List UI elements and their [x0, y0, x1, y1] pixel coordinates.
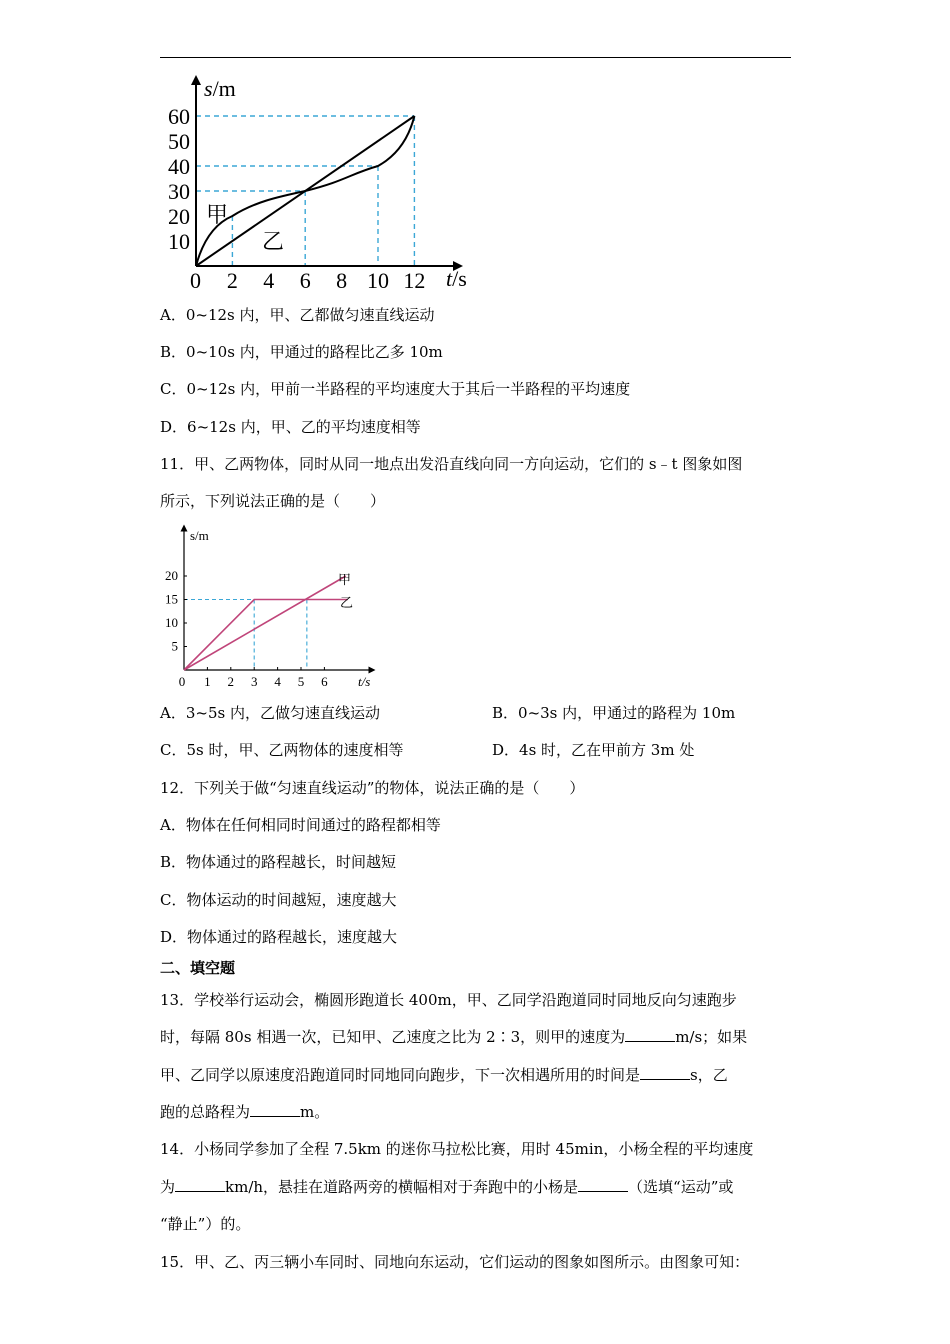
svg-text:t/s [446, 266, 467, 291]
chart-1-ytick-40: 40 [168, 154, 190, 179]
q13-line-2 [160, 1027, 747, 1047]
chart-2-legend-yi: 乙 [340, 595, 354, 610]
chart-2-xtick-0: 0 [178, 674, 186, 689]
section-2-heading: 二、填空题 [160, 959, 236, 977]
chart-1-ytick-50: 50 [168, 129, 190, 154]
svg-text:s/m [204, 76, 236, 101]
chart-1-legend-jia: 甲 [206, 202, 229, 227]
q13-line-3 [160, 1065, 728, 1085]
q13-line-2-text-a: 时，每隔 80s 相遇一次，已知甲、乙速度之比为 2∶3，则甲的速度为 [160, 1028, 626, 1046]
chart-1-series-yi-line [196, 116, 414, 266]
q12-stem: 12．下列关于做“匀速直线运动”的物体，说法正确的是（ ） [160, 779, 585, 797]
chart-2-series-jia-line [184, 576, 346, 670]
chart-1-ylabel-var: s [204, 76, 213, 101]
q13-line-4 [160, 1102, 329, 1122]
q11-stem-line-2: 所示，下列说法正确的是（ ） [160, 492, 386, 510]
chart-2-s-t-graph [160, 522, 390, 697]
chart-1-s-t-graph [160, 72, 480, 297]
chart-1-xtick-8: 8 [336, 268, 348, 293]
chart-1-xtick-4: 4 [263, 268, 275, 293]
q12-option-c[interactable]: C．物体运动的时间越短，速度越大 [160, 891, 397, 909]
q12-option-d[interactable]: D．物体通过的路程越长，速度越大 [160, 928, 398, 946]
q11-stem-line-1: 11．甲、乙两物体，同时从同一地点出发沿直线向同一方向运动，它们的 s﹣t 图象如图 [160, 455, 743, 473]
chart-2-xtick-1: 1 [204, 674, 211, 689]
q15-line-1: 15．甲、乙、丙三辆小车同时、同地向东运动，它们运动的图象如图所示。由图象可知： [160, 1253, 750, 1271]
chart-2-ytick-20: 20 [165, 568, 178, 583]
chart-1-xtick-2: 2 [226, 268, 238, 293]
chart-2-ytick-5: 5 [171, 638, 178, 654]
q10-option-c[interactable]: C．0~12s 内，甲前一半路程的平均速度大于其后一半路程的平均速度 [160, 380, 631, 398]
q10-option-d[interactable]: D．6~12s 内，甲、乙的平均速度相等 [160, 418, 421, 436]
q12-option-a[interactable]: A．物体在任何相同时间通过的路程都相等 [160, 816, 441, 834]
q11-option-c[interactable]: C．5s 时，甲、乙两物体的速度相等 [160, 741, 404, 759]
chart-2-legend-jia: 甲 [338, 572, 352, 587]
q13-line-3-text-a: 甲、乙同学以原速度沿跑道同时同地同向跑步，下一次相遇所用的时间是 [160, 1066, 641, 1084]
q14-blank-1[interactable] [175, 1177, 225, 1192]
chart-1-xtick-10: 10 [367, 268, 389, 293]
chart-2-xtick-6: 6 [321, 674, 328, 689]
q14-line-2-text-a: 为 [160, 1178, 176, 1196]
q13-line-3-text-b: s，乙 [690, 1066, 728, 1084]
q13-line-1: 13．学校举行运动会，椭圆形跑道长 400m，甲、乙同学沿跑道同时同地反向匀速跑步 [160, 991, 737, 1009]
chart-2-xtick-5: 5 [297, 674, 305, 689]
q10-option-a[interactable]: A．0~12s 内，甲、乙都做匀速直线运动 [160, 306, 435, 324]
q14-line-2-text-b: km/h，悬挂在道路两旁的横幅相对于奔跑中的小杨是 [225, 1178, 579, 1196]
q11-option-a[interactable]: A．3~5s 内，乙做匀速直线运动 [160, 704, 380, 722]
chart-2-xtick-2: 2 [227, 674, 235, 689]
q13-blank-2[interactable] [640, 1065, 690, 1080]
q14-line-3: “静止”）的。 [160, 1215, 251, 1233]
chart-1-xtick-6: 6 [299, 268, 311, 293]
chart-1-ytick-60: 60 [168, 104, 190, 129]
chart-2-ylabel: s/m [190, 528, 209, 543]
header-rule [160, 57, 791, 58]
chart-1-ytick-10: 10 [168, 229, 190, 254]
chart-2-ytick-15: 15 [165, 591, 178, 607]
chart-1-xtick-12: 12 [403, 268, 426, 293]
chart-2-xtick-4: 4 [274, 674, 281, 689]
chart-1-ylabel-unit: /m [212, 76, 236, 101]
q13-line-2-text-b: m/s；如果 [675, 1028, 748, 1046]
chart-1-xlabel-var: t [446, 266, 453, 291]
q11-option-b[interactable]: B．0~3s 内，甲通过的路程为 10m [492, 704, 736, 722]
q11-option-d[interactable]: D．4s 时，乙在甲前方 3m 处 [492, 741, 695, 759]
chart-2-xlabel: t/s [358, 674, 371, 689]
q14-blank-2[interactable] [578, 1177, 628, 1192]
q10-option-b[interactable]: B．0~10s 内，甲通过的路程比乙多 10m [160, 343, 443, 361]
q13-line-4-text-b: m。 [300, 1103, 330, 1121]
chart-1-ytick-30: 30 [168, 179, 190, 204]
chart-2-ytick-10: 10 [165, 615, 178, 630]
q14-line-2-text-c: （选填“运动”或 [628, 1178, 734, 1196]
chart-2-xtick-3: 3 [250, 674, 258, 689]
q13-line-4-text-a: 跑的总路程为 [160, 1103, 251, 1121]
q14-line-1: 14．小杨同学参加了全程 7.5km 的迷你马拉松比赛，用时 45min，小杨全程的平均速度 [160, 1140, 754, 1158]
q13-blank-1[interactable] [625, 1027, 675, 1042]
chart-2-series-yi-line [184, 600, 348, 671]
q14-line-2 [160, 1177, 733, 1197]
chart-1-legend-yi: 乙 [262, 229, 285, 254]
q12-option-b[interactable]: B．物体通过的路程越长，时间越短 [160, 853, 397, 871]
q13-blank-3[interactable] [250, 1102, 300, 1117]
chart-1-ytick-20: 20 [168, 204, 190, 229]
chart-1-xlabel-unit: /s [452, 266, 467, 291]
chart-1-origin-label: 0 [190, 268, 201, 293]
